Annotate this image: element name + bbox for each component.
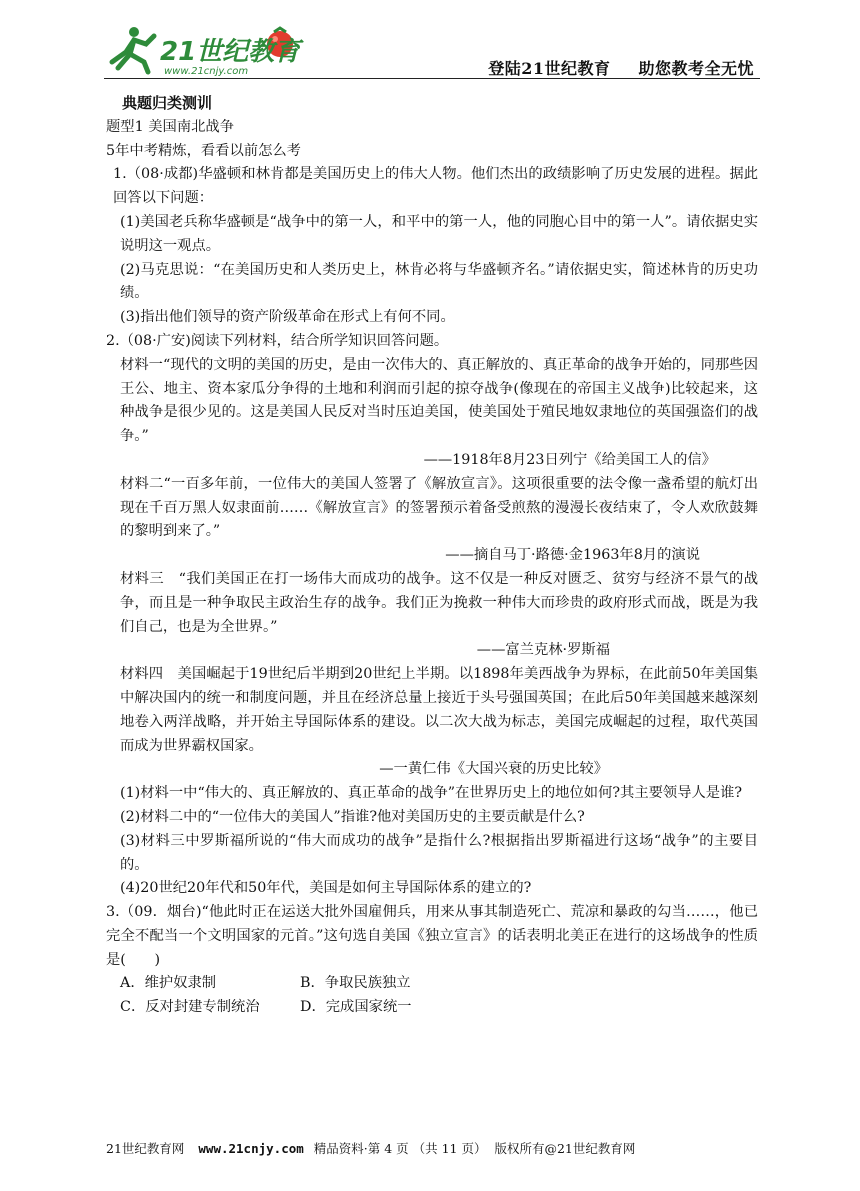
- svg-text:www.21cnjy.com: www.21cnjy.com: [164, 66, 249, 77]
- header-tagline-left: 登陆21世纪教育: [488, 59, 611, 78]
- question-1-sub-1: (1)美国老兵称华盛顿是“战争中的第一人，和平中的第一人，他的同胞心目中的第一人”。请依据史实说明这一观点。: [120, 213, 758, 254]
- logo: [104, 22, 304, 78]
- footer-site-name: 21世纪教育网: [106, 1141, 185, 1156]
- footer-copyright: 版权所有@21世纪教育网: [494, 1141, 636, 1156]
- page-footer: [106, 1139, 766, 1157]
- question-1-sub-3: (3)指出他们领导的资产阶级革命在形式上有何不同。: [120, 309, 455, 326]
- material-3-source: ——富兰克林·罗斯福: [476, 642, 610, 659]
- material-1: 材料一“现代的文明的美国的历史，是由一次伟大的、真正解放的、真正革命的战争开始的，同那些因王公、地主、资本家瓜分争得的土地和利润而引起的掠夺战争(像现在的帝国主义战争)比较起来，这种战争是很少见的。这是美国人民反对当时压迫美国，使美国处于殖民地奴隶地位的英国强盗们的战争。”: [120, 356, 758, 445]
- svg-text:21世纪教育: 21世纪教育: [160, 37, 301, 67]
- question-2-stem: 2.（08·广安)阅读下列材料，结合所学知识回答问题。: [106, 332, 449, 349]
- question-1-sub-2: (2)马克思说：“在美国历史和人类历史上，林肯必将与华盛顿齐名。”请依据史实，简述林肯的历史功绩。: [120, 261, 758, 302]
- question-2-sub-1: (1)材料一中“伟大的、真正解放的、真正革命的战争”在世界历史上的地位如何?其主要领导人是谁?: [120, 785, 743, 802]
- header-divider: [104, 78, 760, 79]
- material-4-source: —一黄仁伟《大国兴衰的历史比较》: [379, 761, 608, 778]
- footer-page-info: 精品资料·第 4 页 （共 11 页）: [313, 1141, 487, 1156]
- question-1-stem: 1.（08·成都)华盛顿和林肯都是美国历史上的伟大人物。他们杰出的政绩影响了历史发展的进程。据此回答以下问题：: [113, 166, 758, 207]
- option-a: A．维护奴隶制: [120, 975, 217, 992]
- footer-url: www.21cnjy.com: [198, 1141, 304, 1156]
- option-b: B．争取民族独立: [300, 975, 411, 992]
- question-2-sub-2: (2)材料二中的“一位伟大的美国人”指谁?他对美国历史的主要贡献是什么?: [120, 808, 585, 825]
- document-body: [106, 92, 758, 1020]
- question-3-stem: 3.（09．烟台)“他此时正在运送大批外国雇佣兵，用来从事其制造死亡、荒凉和暴政的勾当……，他已完全不配当一个文明国家的元首。”这句选自美国《独立宣言》的话表明北美正在进行的这场战争的性质是( ): [106, 904, 758, 968]
- header-tagline: [488, 56, 754, 79]
- section-title: 典题归类测训: [122, 94, 213, 112]
- material-4: 材料四 美国崛起于19世纪后半期到20世纪上半期。以1898年美西战争为界标，在此前50年美国集中解决国内的统一和制度问题，并且在经济总量上接近于头号强国英国；在此后50年美国越来越深刻地卷入两洋战略，并开始主导国际体系的建设。以二次大战为标志，美国完成崛起的过程，取代英国而成为世界霸权国家。: [120, 666, 758, 754]
- topic-heading: 题型1 美国南北战争: [106, 118, 235, 135]
- logo-graphic: [104, 22, 304, 78]
- running-figure-icon: [112, 27, 154, 72]
- option-d: D．完成国家统一: [300, 999, 412, 1016]
- intro-line: 5年中考精炼，看看以前怎么考: [106, 142, 301, 159]
- question-3-options-row-2: [106, 996, 758, 1020]
- question-2-sub-3: (3)材料三中罗斯福所说的“伟大而成功的战争”是指什么?根据指出罗斯福进行这场“战争”的主要目的。: [120, 832, 758, 873]
- material-3: 材料三 “我们美国正在打一场伟大而成功的战争。这不仅是一种反对匮乏、贫穷与经济不景气的战争，而且是一种争取民主政治生存的战争。我们正为挽救一种伟大而珍贵的政府形式而战，既是为我们自己，也是为全世界。”: [120, 570, 758, 635]
- material-1-source: ——1918年8月23日列宁《给美国工人的信》: [423, 451, 716, 468]
- question-2-sub-4: (4)20世纪20年代和50年代，美国是如何主导国际体系的建立的?: [120, 880, 532, 897]
- option-c: C．反对封建专制统治: [120, 999, 260, 1016]
- material-2: 材料二“一百多年前，一位伟大的美国人签署了《解放宣言》。这项很重要的法令像一盏希望的航灯出现在千百万黑人奴隶面前……《解放宣言》的签署预示着备受煎熬的漫漫长夜结束了，令人欢欣鼓舞的黎明到来了。”: [120, 475, 758, 540]
- material-2-source: ——摘自马丁·路德·金1963年8月的演说: [445, 547, 700, 564]
- header-tagline-right: 助您教考全无忧: [638, 59, 754, 78]
- question-3-options-row-1: [106, 972, 758, 996]
- page-header: [104, 22, 760, 80]
